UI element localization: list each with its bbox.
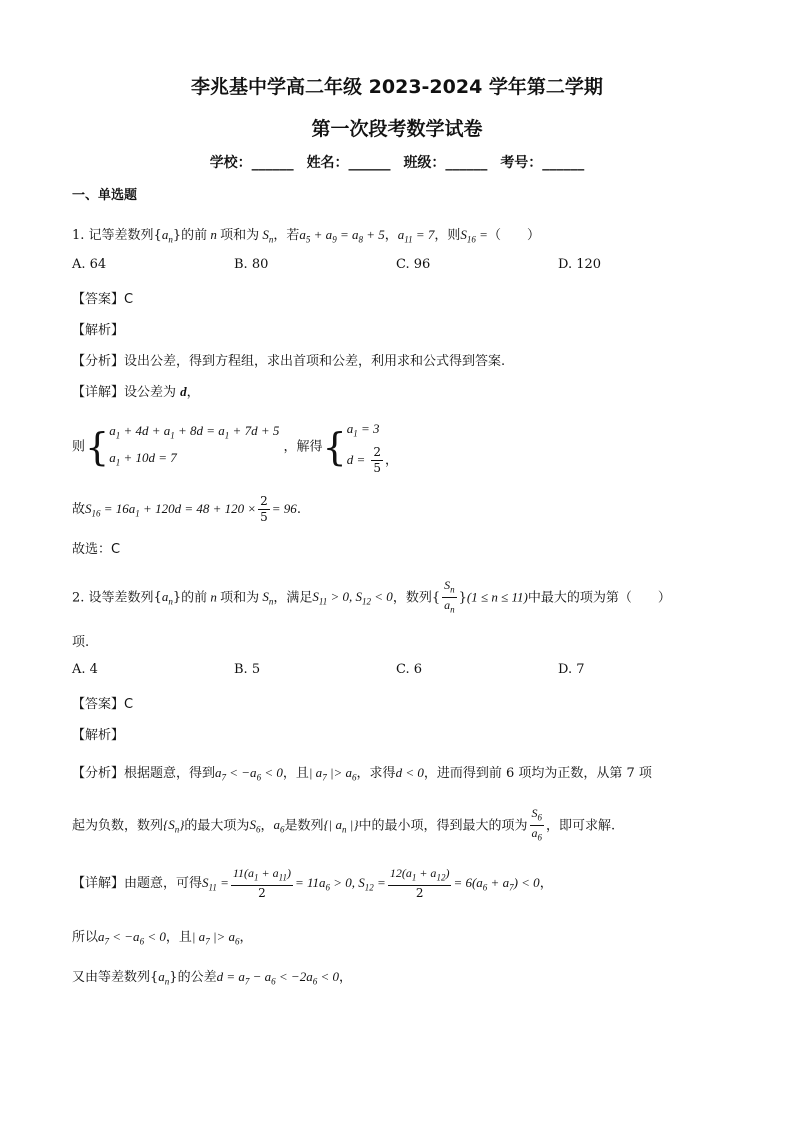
q2-option-d: D. 7 [558, 662, 585, 677]
q1-answer: 【答案】C [72, 292, 134, 307]
q2-stem: 2. 设等差数列$\{a_n\}$的前 n 项和为 $S_n$，满足$S_{11} > 0$, $S_{12} < 0$，数列{ $\frac{S_n}{a_n}$ }(1 ≤ n ≤ 11)中最大的项为第（ ） [72, 578, 671, 615]
number-field: 考号：______ [500, 155, 585, 171]
q2-option-b: B. 5 [234, 662, 261, 677]
q1-stem: 1. 记等差数列$\{a_n\}$的前 n 项和为 $S_n$，若$a_5 + a_9 = a_8 + 5$，$a_{11} = 7$，则$S_{16}$ =（ ） [72, 227, 540, 245]
school-field: 学校：______ [209, 155, 294, 171]
q2-suoyi: 所以$a_7 < -a_6 < 0$，且| $a_7$ |> $a_6$， [72, 929, 253, 947]
q1-conclusion: 故$S_{16} = 16a_1 + 120d = 48 + 120$ × $\frac{2}{5}$ = 96. [72, 494, 301, 524]
q1-final: 故选：C [72, 542, 121, 557]
q1-option-b: B. 80 [234, 257, 269, 272]
q1-option-a: A. 64 [72, 257, 107, 272]
q2-stem-cont: 项. [72, 635, 90, 650]
q2-fenxi-line2: 起为负数，数列$\{S_n\}$的最大项为$S_6$，$a_6$是数列{| $a_n$ |}中的最小项，得到最大的项为 $\frac{S_6}{a_6}$ ，即可求解. [72, 806, 616, 843]
q1-analysis: 【解析】 [72, 323, 125, 338]
q1-option-c: C. 96 [396, 257, 431, 272]
student-info [0, 152, 794, 172]
q1-option-d: D. 120 [558, 257, 602, 272]
q2-option-a: A. 4 [72, 662, 98, 677]
name-field: 姓名：______ [306, 155, 391, 171]
section-heading: 一、单选题 [72, 188, 138, 203]
q2-analysis: 【解析】 [72, 728, 125, 743]
q2-option-c: C. 6 [396, 662, 423, 677]
q1-fenxi: 【分析】设出公差，得到方程组，求出首项和公差，利用求和公式得到答案. [72, 354, 506, 369]
q2-you: 又由等差数列$\{a_n\}$的公差$d = a_7 - a_6 < -2a_6 < 0$， [72, 969, 352, 987]
exam-title: 李兆基中学高二年级 2023-2024 学年第二学期 [191, 76, 603, 98]
class-field: 班级：______ [403, 155, 488, 171]
exam-subtitle: 第一次段考数学试卷 [311, 118, 483, 140]
q2-answer: 【答案】C [72, 697, 134, 712]
q1-system: 则{ $a_1 + 4d + a_1 + 8d = a_1 + 7d + 5$ $a_1 + 10d = 7$ ，解得{ $a_1 = 3$ d = $\frac{2}{5}$ ， [72, 421, 399, 475]
q2-xiangjie: 【详解】由题意，可得$S_{11}$ = $\frac{11(a_1 + a_{11})}{2}$ = $11a_6 > 0$, $S_{12}$ = $\frac{12(a_1 + a_{12})}{2}$ = $6(a_6 + a_7) < 0$， [72, 866, 553, 901]
q2-fenxi-line1: 【分析】根据题意，得到$a_7 < -a_6 < 0$，且| $a_7$ |> $a_6$，求得d < 0，进而得到前 6 项均为正数，从第 7 项 [72, 765, 652, 783]
q1-xiangjie: 【详解】设公差为 d， [72, 384, 200, 400]
